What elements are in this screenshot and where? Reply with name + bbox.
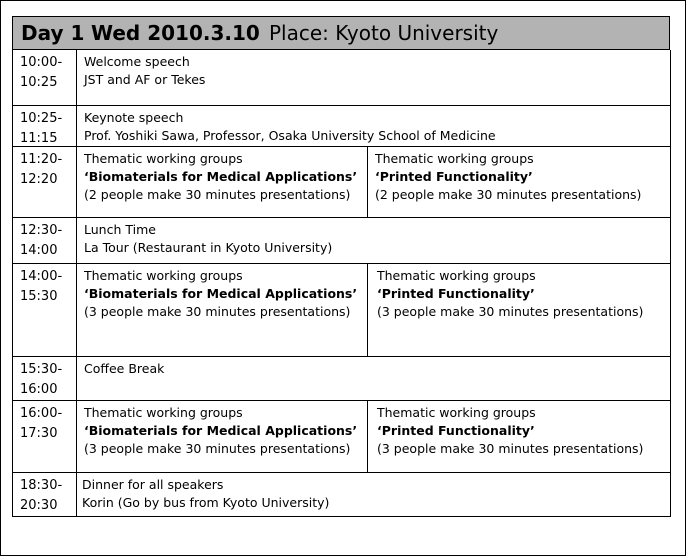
track-biomaterials-cell: Thematic working groups ‘Biomaterials for Medical Applications’ (3 people make 30 minutes presentations) [84, 268, 358, 319]
track-biomaterials-cell: Thematic working groups ‘Biomaterials for Medical Applications’ (2 people make 30 minutes presentations) [84, 151, 358, 202]
table-row [12, 218, 671, 264]
track-printed-cell: Thematic working groups ‘Printed Functionality’ (2 people make 30 minutes presentations) [375, 151, 642, 202]
schedule-table [12, 50, 671, 517]
place-label: Place: Kyoto University [269, 21, 499, 45]
time-cell: 15:30- 16:00 [20, 362, 63, 397]
table-row [12, 147, 671, 218]
date-label: Wed 2010.3.10 [91, 21, 260, 45]
time-cell: 10:25- 11:15 [20, 111, 63, 146]
track-biomaterials-cell: Thematic working groups ‘Biomaterials for Medical Applications’ (3 people make 30 minutes presentations) [84, 405, 358, 456]
session-cell: Dinner for all speakers Korin (Go by bus from Kyoto University) [82, 477, 330, 510]
track-printed-cell: Thematic working groups ‘Printed Functionality’ (3 people make 30 minutes presentations) [377, 268, 644, 319]
table-row [12, 50, 671, 106]
schedule-header [12, 16, 670, 50]
day-label: Day 1 [21, 21, 85, 45]
session-cell: Coffee Break [84, 361, 165, 376]
session-cell: Welcome speech JST and AF or Tekes [84, 54, 206, 87]
table-row [12, 473, 671, 517]
time-cell: 14:00- 15:30 [20, 269, 63, 304]
time-cell: 16:00- 17:30 [20, 406, 63, 441]
track-divider [367, 264, 368, 356]
table-row [12, 106, 671, 147]
time-cell: 18:30- 20:30 [20, 478, 63, 513]
session-cell: Keynote speech Prof. Yoshiki Sawa, Professor, Osaka University School of Medicine [84, 110, 496, 143]
table-row [12, 357, 671, 401]
time-cell: 11:20- 12:20 [20, 152, 63, 187]
session-cell: Lunch Time La Tour (Restaurant in Kyoto University) [84, 222, 333, 255]
track-divider [367, 147, 368, 217]
table-row [12, 264, 671, 357]
table-row [12, 401, 671, 473]
time-cell: 10:00- 10:25 [20, 55, 63, 90]
track-printed-cell: Thematic working groups ‘Printed Functionality’ (3 people make 30 minutes presentations) [377, 405, 644, 456]
track-divider [367, 401, 368, 472]
time-cell: 12:30- 14:00 [20, 223, 63, 258]
